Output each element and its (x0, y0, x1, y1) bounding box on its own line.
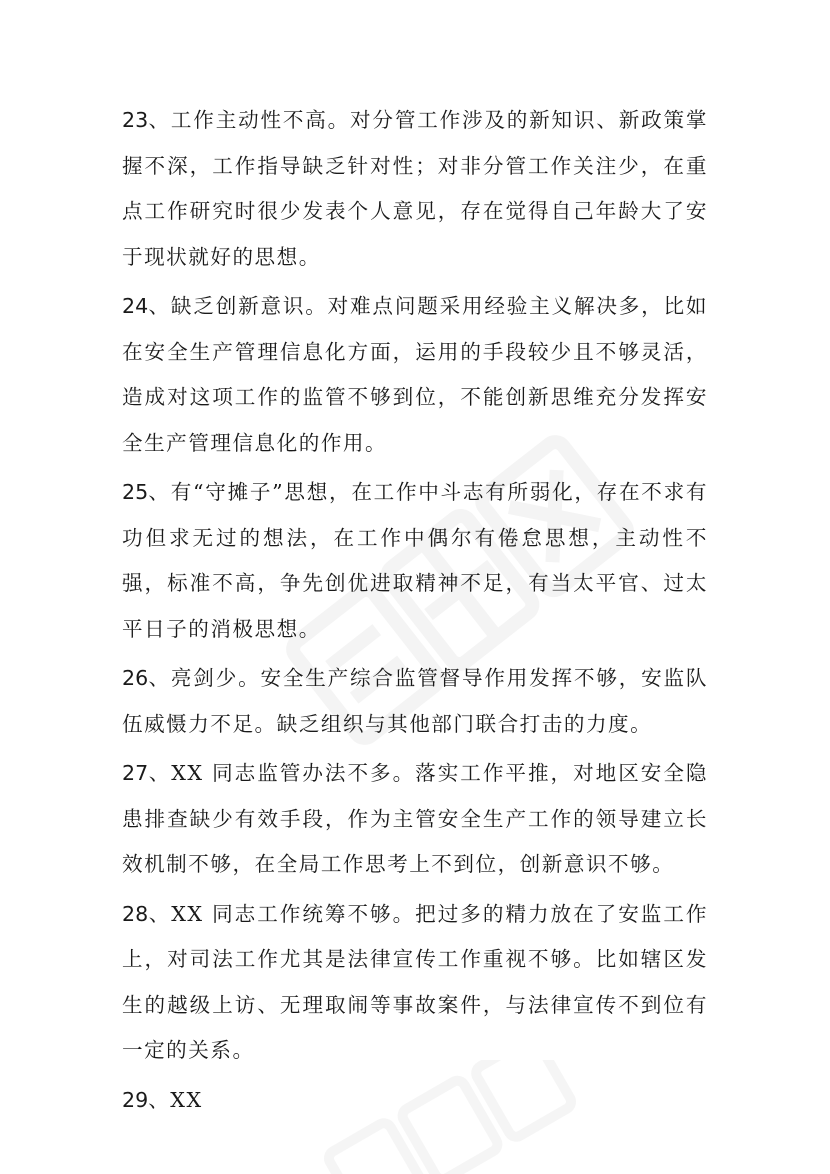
paragraph-text: 、XX (148, 1087, 203, 1112)
paragraph-number: 24 (122, 294, 149, 318)
paragraph-24 (122, 284, 708, 466)
paragraph-number: 25 (122, 480, 149, 504)
paragraph-text: 、缺乏创新意识。对难点问题采用经验主义解决多，比如在安全生产管理信息化方面，运用的手段较少且不够灵活，造成对这项工作的监管不够到位，不能创新思维充分发挥安全生产管理信息化的作用。 (122, 294, 708, 455)
paragraph-text: 、XX 同志工作统筹不够。把过多的精力放在了安监工作上，对司法工作尤其是法律宣传工作重视不够。比如辖区发生的越级上访、无理取闹等事故案件，与法律宣传不到位有一定的关系。 (122, 901, 708, 1062)
paragraph-23 (122, 98, 708, 280)
paragraph-text: 、有“守摊子”思想，在工作中斗志有所弱化，存在不求有功但求无过的想法，在工作中偶尔有倦怠思想，主动性不强，标准不高，争先创优进取精神不足，有当太平官、过太平日子的消极思想。 (122, 480, 708, 641)
paragraph-text: 、XX 同志监管办法不多。落实工作平推，对地区安全隐患排查缺少有效手段，作为主管安全生产工作的领导建立长效机制不够，在全局工作思考上不到位，创新意识不够。 (122, 761, 708, 876)
document-body (122, 98, 708, 1123)
paragraph-29 (122, 1078, 708, 1124)
paragraph-number: 28 (122, 901, 149, 926)
paragraph-number: 29 (122, 1087, 149, 1112)
paragraph-25 (122, 470, 708, 652)
paragraph-28 (122, 892, 708, 1074)
paragraph-number: 23 (122, 108, 149, 132)
paragraph-number: 26 (122, 666, 149, 690)
paragraph-27 (122, 751, 708, 888)
paragraph-26 (122, 656, 708, 747)
paragraph-text: 、亮剑少。安全生产综合监管督导作用发挥不够，安监队伍威慑力不足。缺乏组织与其他部门联合打击的力度。 (122, 666, 708, 736)
paragraph-number: 27 (122, 761, 149, 785)
paragraph-text: 、工作主动性不高。对分管工作涉及的新知识、新政策掌握不深，工作指导缺乏针对性；对非分管工作关注少，在重点工作研究时很少发表个人意见，存在觉得自己年龄大了安于现状就好的思想。 (122, 108, 708, 269)
